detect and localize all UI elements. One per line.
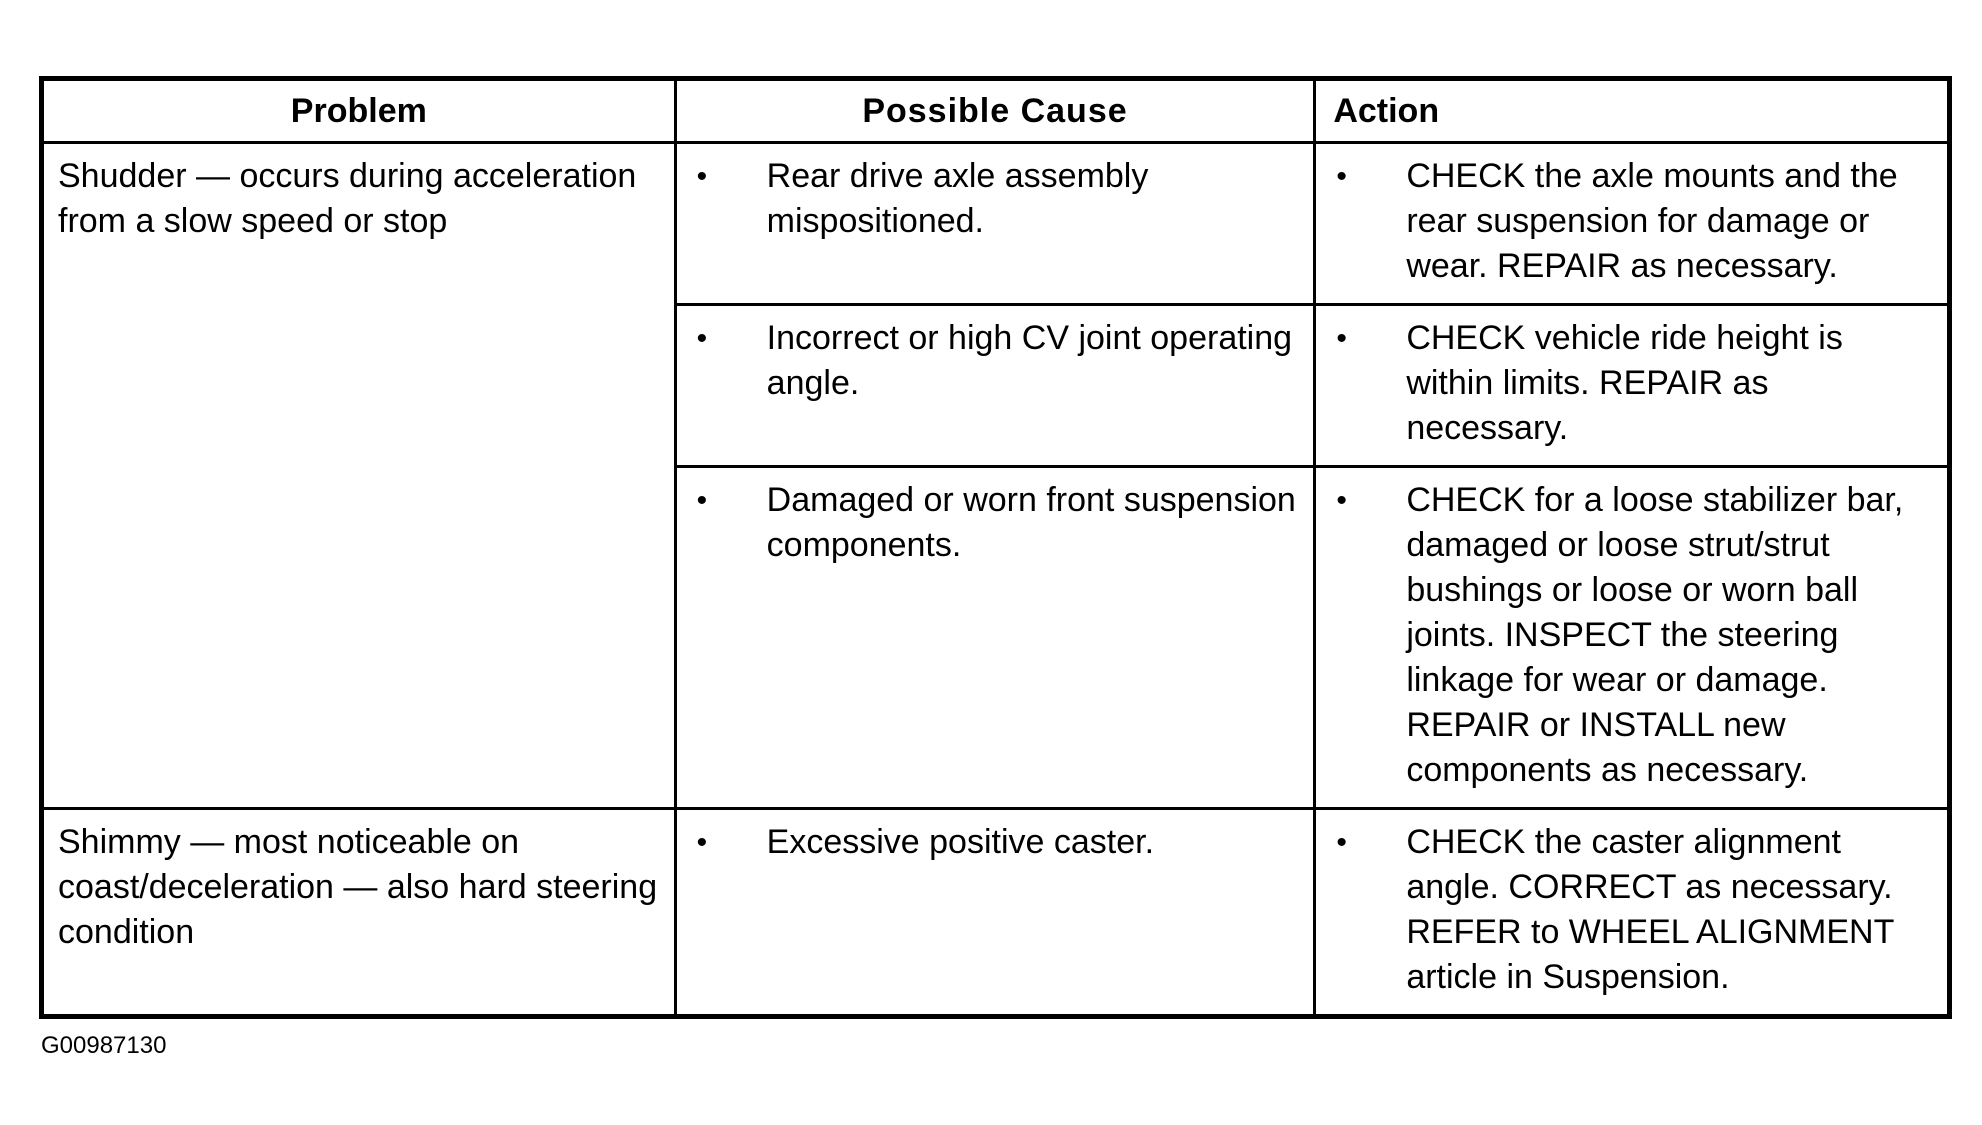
cause-text: Rear drive axle assembly mispositioned. xyxy=(766,157,1149,240)
action-cell xyxy=(1315,467,1950,809)
header-row xyxy=(42,79,1950,143)
bullet-icon: • xyxy=(696,160,708,193)
header-possible-cause: Possible Cause xyxy=(675,79,1315,143)
problem-text: Shimmy — most noticeable on coast/deceleration — also hard steering condition xyxy=(58,823,658,951)
bullet-icon: • xyxy=(1336,826,1347,859)
action-text: CHECK for a loose stabilizer bar, damaged or loose strut/strut bushings or loose or worn ball joints. INSPECT the steering linkage for wear or damage. REPAIR or INSTALL new components as necessary. xyxy=(1406,481,1904,789)
cause-text: Incorrect or high CV joint operating angle. xyxy=(766,319,1293,402)
problem-cell-shimmy xyxy=(42,809,676,1017)
bullet-icon: • xyxy=(1336,484,1347,517)
action-text: CHECK the caster alignment angle. CORRECT as necessary. REFER to WHEEL ALIGNMENT article in Suspension. xyxy=(1406,823,1894,996)
header-problem: Problem xyxy=(42,79,676,143)
cause-cell xyxy=(675,809,1315,1017)
action-cell xyxy=(1315,143,1950,305)
cause-text: Damaged or worn front suspension components. xyxy=(766,481,1296,564)
diagnosis-table xyxy=(39,76,1952,1019)
action-text: CHECK the axle mounts and the rear suspension for damage or wear. REPAIR as necessary. xyxy=(1406,157,1898,285)
action-cell xyxy=(1315,809,1950,1017)
cause-cell xyxy=(675,467,1315,809)
action-cell xyxy=(1315,305,1950,467)
bullet-icon: • xyxy=(696,484,708,517)
header-action: Action xyxy=(1315,79,1950,143)
bullet-icon: • xyxy=(1336,322,1347,355)
figure-id: G00987130 xyxy=(41,1032,167,1059)
cause-cell xyxy=(675,305,1315,467)
bullet-icon: • xyxy=(696,826,708,859)
bullet-icon: • xyxy=(1336,160,1347,193)
problem-text: Shudder — occurs during acceleration from a slow speed or stop xyxy=(58,157,637,240)
cause-cell xyxy=(675,143,1315,305)
action-text: CHECK vehicle ride height is within limits. REPAIR as necessary. xyxy=(1406,319,1843,447)
table-row xyxy=(42,809,1950,1017)
bullet-icon: • xyxy=(696,322,708,355)
cause-text: Excessive positive caster. xyxy=(766,823,1155,861)
table-row xyxy=(42,143,1950,305)
problem-cell-shudder xyxy=(42,143,676,809)
